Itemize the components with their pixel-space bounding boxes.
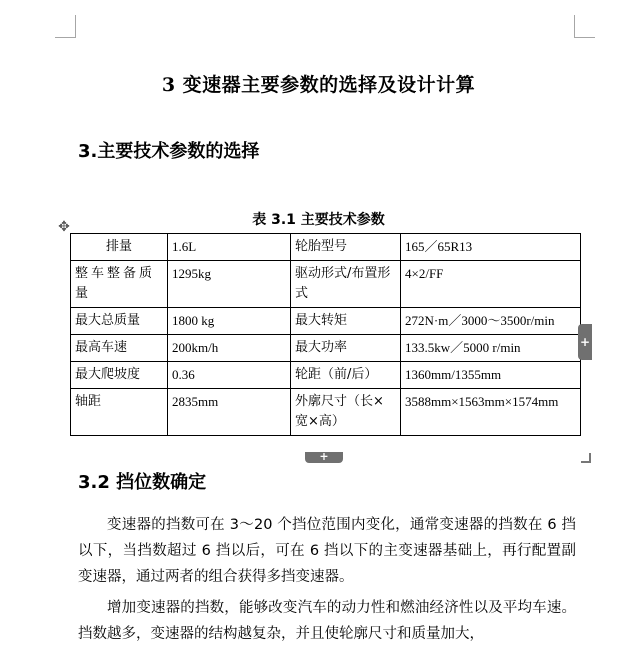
table-caption: 表 3.1 主要技术参数 [252,212,385,228]
table-cell-value[interactable]: 165／65R13 [401,234,581,261]
table-row [71,335,581,362]
section-title-1: 3.主要技术参数的选择 [78,141,260,162]
table-cell-label[interactable]: 外廓尺寸（长×宽×高） [291,389,401,436]
table-row [71,389,581,436]
table-move-handle-icon[interactable]: ✥ [58,219,70,235]
table-cell-value[interactable]: 1295kg [168,261,291,308]
table-cell-value[interactable]: 4×2/FF [401,261,581,308]
table-cell-value[interactable]: 3588mm×1563mm×1574mm [401,389,581,436]
table-cell-label[interactable]: 排量 [71,234,168,261]
table-cell-label[interactable]: 轮胎型号 [291,234,401,261]
table-cell-value[interactable]: 1.6L [168,234,291,261]
table-row [71,362,581,389]
table-resize-handle-icon[interactable] [581,453,591,463]
table-cell-label[interactable]: 轴距 [71,389,168,436]
chapter-title: 3 变速器主要参数的选择及设计计算 [161,74,476,96]
table-cell-label[interactable]: 最大爬坡度 [71,362,168,389]
table-cell-value[interactable]: 133.5kw／5000 r/min [401,335,581,362]
table-cell-label[interactable]: 轮距（前/后） [291,362,401,389]
body-paragraph: 变速器的挡数可在 3～20 个挡位范围内变化，通常变速器的挡数在 6 挡以下，当挡数超过 6 挡以后，可在 6 挡以下的主变速器基础上，再行配置副变速器，通过两者的组合获得多挡变速器。 [78,517,576,585]
table-cell-label[interactable]: 最大转矩 [291,308,401,335]
table-cell-label[interactable]: 最大功率 [291,335,401,362]
parameters-table [70,233,581,436]
table-cell-value[interactable]: 0.36 [168,362,291,389]
table-cell-value[interactable]: 1360mm/1355mm [401,362,581,389]
table-cell-value[interactable]: 1800 kg [168,308,291,335]
page-corner-mark-right [574,15,595,38]
table-cell-label[interactable]: 整车整备质量 [71,261,168,308]
table-cell-value[interactable]: 200km/h [168,335,291,362]
table-cell-value[interactable]: 2835mm [168,389,291,436]
section-title-2: 3.2 挡位数确定 [78,472,207,493]
table-row [71,234,581,261]
add-column-plus-icon[interactable]: + [578,324,592,360]
table-row [71,261,581,308]
table-cell-label[interactable]: 驱动形式/布置形式 [291,261,401,308]
table-row [71,308,581,335]
table-cell-label[interactable]: 最高车速 [71,335,168,362]
add-row-plus-icon[interactable]: + [305,452,343,463]
table-cell-label[interactable]: 最大总质量 [71,308,168,335]
table-cell-value[interactable]: 272N·m／3000～3500r/min [401,308,581,335]
body-paragraph: 增加变速器的挡数，能够改变汽车的动力性和燃油经济性以及平均车速。挡数越多，变速器的结构越复杂，并且使轮廓尺寸和质量加大， [78,600,576,642]
page-corner-mark-left [55,15,76,38]
